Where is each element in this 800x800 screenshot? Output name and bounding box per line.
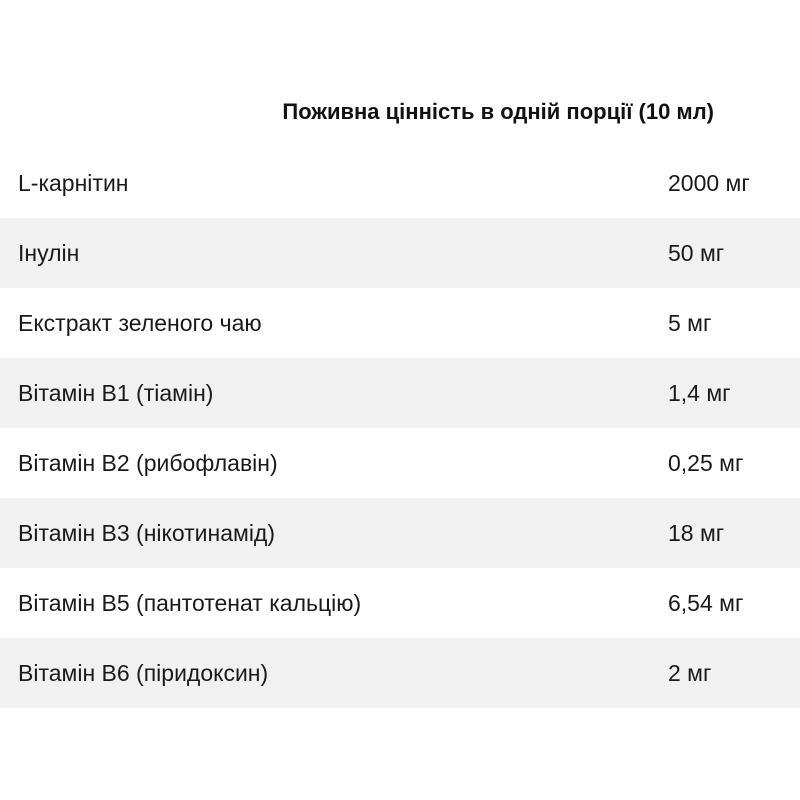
ingredient-amount: 2 мг	[668, 660, 712, 686]
nutrition-table	[0, 148, 800, 708]
nutrition-table-title: Поживна цінність в одній порції (10 мл)	[282, 99, 714, 124]
table-row	[0, 638, 800, 708]
table-row	[0, 428, 800, 498]
table-row	[0, 568, 800, 638]
ingredient-amount: 18 мг	[668, 520, 725, 546]
ingredient-amount: 6,54 мг	[668, 590, 744, 616]
ingredient-name: Вітамін B1 (тіамін)	[18, 380, 214, 406]
ingredient-amount: 50 мг	[668, 240, 725, 266]
ingredient-amount: 0,25 мг	[668, 450, 744, 476]
table-row	[0, 288, 800, 358]
ingredient-amount: 2000 мг	[668, 170, 750, 196]
table-row	[0, 218, 800, 288]
ingredient-name: Вітамін B6 (піридоксин)	[18, 660, 269, 686]
ingredient-name: Екстракт зеленого чаю	[18, 310, 262, 336]
ingredient-amount: 1,4 мг	[668, 380, 731, 406]
ingredient-name: L-карнітин	[18, 170, 129, 196]
ingredient-name: Вітамін B5 (пантотенат кальцію)	[18, 590, 362, 616]
ingredient-name: Вітамін B3 (нікотинамід)	[18, 520, 276, 546]
table-row	[0, 498, 800, 568]
table-row	[0, 148, 800, 218]
ingredient-name: Інулін	[18, 240, 80, 266]
table-row	[0, 358, 800, 428]
ingredient-amount: 5 мг	[668, 310, 712, 336]
ingredient-name: Вітамін B2 (рибофлавін)	[18, 450, 278, 476]
